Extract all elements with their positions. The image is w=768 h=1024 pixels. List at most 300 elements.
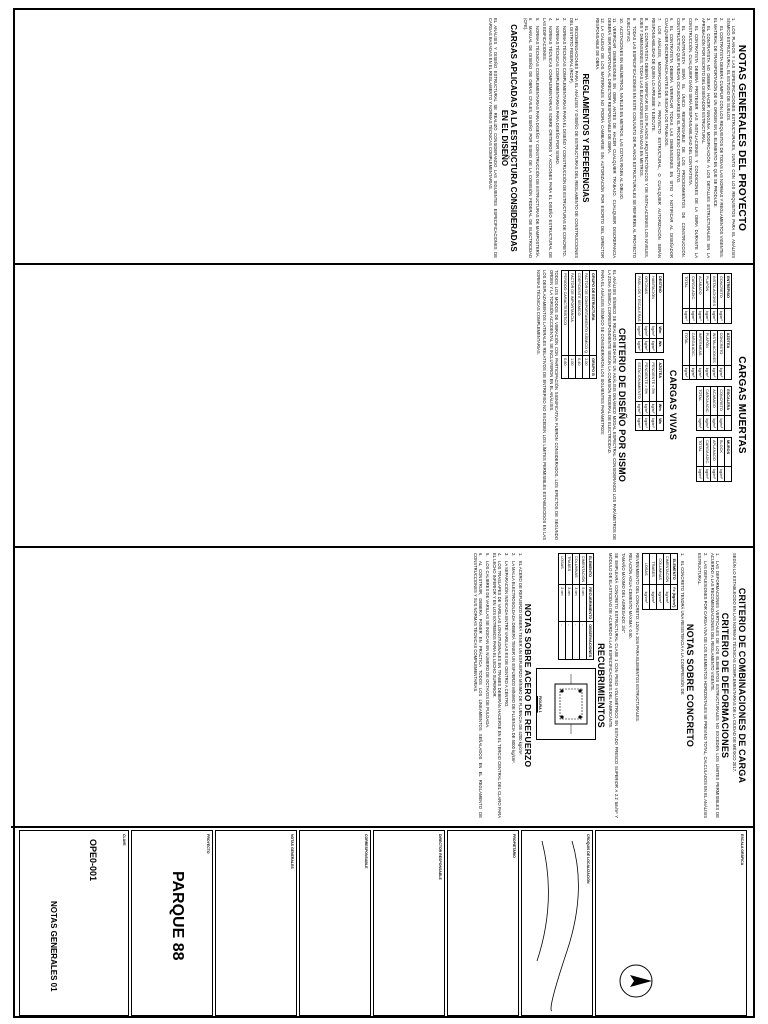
column-divider — [15, 546, 753, 548]
dead-loads-title: CARGAS MUERTAS — [736, 356, 747, 454]
table-row — [725, 387, 732, 431]
table-row — [704, 437, 711, 481]
table-row — [718, 330, 725, 380]
table-cell — [725, 467, 732, 482]
table-cell: kg/m² — [683, 309, 690, 324]
seismic-paragraph-4: LOS DESPLAZAMIENTOS LATERALES RELATIVOS DE ENTREPISO NO EXCEDEN LOS LÍMITES PERMISIBLES ESTABLECIDOS EN LAS NORMAS TÉCNICAS COMPLEMENTARIAS. — [536, 270, 547, 540]
table-cell: kg/m² — [690, 309, 697, 324]
table-row — [643, 274, 650, 353]
general-notes-title: NOTAS GENERALES DEL PROYECTO — [736, 44, 747, 232]
item-number: 3. — [554, 18, 560, 22]
table-row — [636, 360, 643, 430]
table-cell: IMPERMEAB. — [697, 330, 704, 365]
item-text: EL CONCRETO TENDRÁ UNA RESISTENCIA A LA COMPRESIÓN DE: — [680, 561, 686, 696]
table-cell: TRABES — [566, 554, 573, 585]
concrete-extra-note: RELACIÓN AGUA-CEMENTO MÁXIMA: 0.50. — [627, 553, 633, 639]
item-text: LOS ANÁLISIS, MODIFICACIONES AL PROYECTO ESTRUCTURAL, O CUALQUIER AUTORIZACIÓN SERÁN RESPONSABILIDAD DE QUIEN LO APRUEBE Y EJECUTE. — [651, 18, 662, 258]
table-row — [566, 554, 573, 660]
table-row — [711, 330, 718, 380]
table-cell: 0.40 — [576, 356, 583, 379]
live-load-table-box — [633, 273, 666, 353]
steel-note — [504, 553, 509, 818]
table-cell: kg/m² — [711, 365, 718, 380]
table-cell: kg/m² — [643, 324, 650, 339]
general-note — [700, 18, 711, 258]
item-number: 4. — [693, 18, 699, 22]
dead-load-table-box — [694, 437, 734, 482]
table-row — [697, 330, 704, 380]
table-row — [562, 271, 569, 379]
table-cell: PERIODO CARACTERÍSTICO — [562, 271, 569, 356]
rebar-section-icon — [547, 669, 595, 739]
table-cell: kg/m² — [711, 467, 718, 482]
item-text: EL CONTRATISTA NO DEBERÁ HACER NINGUNA MODIFICACIÓN A LOS DETALLES ESTRUCTURALES SIN LA APROBACIÓN POR ESCRITO DEL DISEÑADOR ESTRUCTURAL. — [700, 18, 712, 258]
table-row — [704, 274, 711, 324]
item-text: NORMAS TÉCNICAS COMPLEMENTARIAS SOBRE CRITERIOS Y ACCIONES PARA EL DISEÑO ESTRUCTURAL DE LAS EDIFICACIONES. — [542, 18, 553, 258]
title-block — [11, 826, 753, 1020]
item-number: 9. — [631, 18, 637, 22]
live-loads-tables — [631, 270, 668, 540]
table-cell: kg/m² — [650, 338, 657, 353]
table-cell: AZOTEA — [725, 330, 732, 365]
table-cell: CONCRETO — [718, 330, 725, 365]
general-note — [619, 18, 624, 258]
table-row — [650, 274, 657, 353]
item-text: VERIFICAR DIMENSIONES EN OBRA ANTES DE HACER CUALQUIER TRABAJO. CUALQUIER DISCREPANCIA DEBERÁ SER REPORTADA AL DIRECTOR RESPONSABLE DE OBRA. — [606, 18, 618, 258]
table-row — [725, 274, 732, 324]
table-cell: GRUPO DE ESTRUCTURA — [590, 271, 597, 356]
table-cell: kg/m² — [636, 401, 643, 416]
table-row — [711, 274, 718, 324]
covers-table — [556, 553, 596, 660]
general-note — [688, 18, 699, 258]
table-cell: Wm — [657, 324, 664, 339]
item-number: 5. — [681, 18, 687, 22]
table-cell: LOSAS — [642, 554, 649, 585]
item-text: LA CALIDAD DE LOS MATERIALES NO PODRÁ CAMBIARSE SIN AUTORIZACIÓN POR ESCRITO DEL DIRECTOR RESPONSABLE DE OBRA. — [594, 18, 605, 258]
item-text: LA MALLA ELECTROSOLDADA DEBERÁ TENER UN ESFUERZO MÍNIMO DE FLUENCIA DE 5000 kg/cm². — [511, 561, 517, 764]
table-cell: ENTREPISO — [725, 274, 732, 309]
item-number: 1. — [574, 18, 580, 22]
item-number: 3. — [706, 18, 712, 22]
table-cell: kg/m² — [643, 416, 650, 431]
general-note — [713, 18, 724, 258]
dead-load-table — [682, 273, 732, 324]
table-row — [580, 554, 587, 660]
reference-item — [568, 18, 579, 258]
table-cell: - — [559, 622, 566, 660]
director-box: DIRECTOR RESPONSABLE — [373, 830, 445, 1016]
table-cell: PLAFÓN — [704, 330, 711, 365]
general-notes-list — [594, 18, 736, 258]
table-cell: 2 cm — [559, 585, 566, 622]
table-cell: COEFICIENTE SÍSMICO — [576, 271, 583, 356]
table-cell: kg/m² — [718, 309, 725, 324]
table-row — [704, 387, 711, 431]
reference-item — [535, 18, 540, 258]
table-cell: COLUMNAS — [573, 554, 580, 585]
item-number: 11. — [612, 18, 618, 24]
table-cell: - — [573, 622, 580, 660]
column-criteria — [471, 553, 747, 818]
table-row — [576, 271, 583, 379]
figure-1-label: FIGURA 1 — [538, 695, 543, 713]
dead-load-table — [696, 437, 732, 482]
item-text: AL CONSTRUIR, DEBERÁ PONER EN PRÁCTICA TODOS LOS LINEAMIENTOS SEÑALADOS EN EL REGLAMENTO DE CONSTRUCCIONES Y SUS NORMAS TÉCNICAS COMPLEMENTARIAS. — [472, 553, 483, 818]
dead-load-table-box — [680, 330, 734, 381]
dead-load-table — [682, 330, 732, 381]
table-cell: f'c (kg/cm²) — [670, 585, 677, 610]
steel-note — [518, 553, 523, 818]
table-row — [690, 274, 697, 324]
live-loads-title: CARGAS VIVAS — [668, 369, 678, 441]
table-cell: HABITACIÓN — [650, 274, 657, 324]
north-arrow-icon — [600, 831, 746, 1015]
table-cell: LOSAS — [559, 554, 566, 585]
item-text: EL CONTRATISTA DEBERÁ VERIFICAR EN LOS PLANOS ARQUITECTÓNICOS Y DE INSTALACIONES LOS NIVELES, EJES Y DIMENSIONES. TODAS LAS ELEVACIONES ESTÁN DADAS EN METROS. — [638, 18, 650, 258]
seismic-parameters-table — [561, 270, 597, 379]
table-cell: - — [566, 622, 573, 660]
general-note — [663, 18, 674, 258]
table-cell: TOTAL — [697, 437, 704, 466]
column-divider — [15, 263, 753, 265]
seismic-parameters — [561, 270, 597, 540]
concrete-table — [642, 553, 678, 610]
table-row — [670, 554, 677, 610]
concrete-extra-note: SE EMPLEARÁ CONCRETO ESTRUCTURAL CLASE 1 CON PESO VOLUMÉTRICO EN ESTADO FRESCO SUPERIOR A 2.2 ton/m³ Y MÓDULO DE ELASTICIDAD DE ACUERDO A LAS ESPECIFICACIONES DEL FABRICANTE. — [608, 553, 619, 818]
table-cell: kg/m² — [711, 416, 718, 431]
table-cell: PASILLOS Y ESCALERAS — [636, 274, 643, 324]
table-cell: 3 cm — [573, 585, 580, 622]
concrete-extra-note: REVENIMIENTO DEL CONCRETO: 12cm ± 2cm PARA ELEMENTOS ESTRUCTURALES. — [634, 553, 640, 722]
table-cell: INSTALACIONES — [711, 274, 718, 309]
live-load-table — [635, 273, 664, 353]
concrete-notes-list — [680, 553, 685, 818]
table-row — [650, 360, 657, 430]
table-cell: kg/m² — [697, 467, 704, 482]
deformations-list — [697, 553, 720, 818]
co-responsible-box: CORRESPONSABLE — [299, 830, 371, 1016]
table-cell: PENDIENTE > 5% — [643, 360, 650, 401]
table-cell: kg/m² — [718, 416, 725, 431]
table-cell: Wm — [657, 401, 664, 416]
table-row — [683, 330, 690, 380]
table-row — [643, 360, 650, 430]
table-cell: - — [580, 622, 587, 660]
dead-load-table-box — [694, 386, 734, 431]
table-cell: 5 cm — [580, 585, 587, 622]
table-row — [657, 274, 664, 353]
table-row — [704, 330, 711, 380]
table-cell: APLANADO — [711, 437, 718, 466]
loads-text: EL ANÁLISIS Y DISEÑO ESTRUCTURAL SE REALIZÓ CONSIDERANDO LAS SIGUIENTES ESPECIFICACIONES DE CARGAS BASADAS EN EL REGLAMENTO Y NORMAS TÉCNICAS COMPLEMENTARIAS. — [488, 18, 499, 258]
general-note — [651, 18, 662, 258]
item-number: 2. — [511, 553, 517, 557]
concrete-notes-title: NOTAS SOBRE CONCRETO — [685, 623, 696, 748]
steel-note — [485, 553, 490, 818]
covers-table-grid — [558, 553, 594, 660]
item-number: 10. — [619, 18, 625, 24]
table-cell: MUROS — [725, 437, 732, 466]
table-row — [718, 387, 725, 431]
table-cell: kg/m² — [711, 309, 718, 324]
table-cell: kg/m² — [704, 467, 711, 482]
table-cell: CARGA ADIC. — [704, 437, 711, 466]
item-number: 1. — [518, 553, 524, 557]
reference-item — [523, 18, 534, 258]
table-row — [697, 274, 704, 324]
item-number: 6. — [668, 18, 674, 22]
general-notes-box: NOTAS GENERALES — [215, 830, 297, 1016]
table-cell: Wa — [657, 338, 664, 353]
table-cell: kg/cm² — [656, 585, 663, 610]
table-cell: CARGA ADIC. — [704, 387, 711, 416]
graphic-scale-box: ESCALA GRÁFICA — [595, 830, 747, 1016]
table-cell: FACTOR DE COMPORTAMIENTO SÍSMICO Q — [583, 271, 590, 356]
table-row — [718, 274, 725, 324]
item-text: NORMAS TÉCNICAS COMPLEMENTARIAS PARA EL DISEÑO Y CONSTRUCCIÓN DE ESTRUCTURAS DE CONCRETO. — [561, 26, 567, 257]
column-general-notes — [486, 18, 747, 258]
references-title: REGLAMENTOS Y REFERENCIAS — [581, 73, 591, 203]
combinations-title: CRITERIO DE COMBINACIONES DE CARGA — [737, 587, 747, 784]
seismic-paragraph-2: PARA EL ANÁLISIS SÍSMICO SE CONSIDERARON LOS SIGUIENTES PARÁMETROS: — [599, 270, 605, 436]
table-cell: TOTAL — [683, 274, 690, 309]
item-text: LOS CALIBRES DE VARILLAS SE INDICAN EN NÚMERO DE OCTAVOS DE PULGADA. — [484, 561, 490, 729]
dead-load-table — [696, 386, 732, 431]
steel-notes-title: NOTAS SOBRE ACERO DE REFUERZO — [523, 603, 534, 768]
steel-notes-list — [472, 553, 523, 818]
item-number: 1. — [731, 18, 736, 22]
table-cell: kg/m² — [643, 401, 650, 416]
general-note — [725, 18, 736, 258]
item-text: LAS DEFORMACIONES VERTICALES DE LOS ELEMENTOS ESTRUCTURALES NO EXCEDEN LOS LÍMITES PERMISIBLES DE ACUERDO A LAS RECOMENDACIONES DEL REGLAMENTO VIGENTE. — [709, 553, 720, 818]
item-number: 1. — [715, 553, 720, 557]
table-cell: ACABADO — [711, 387, 718, 416]
reference-item — [561, 18, 566, 258]
table-row — [711, 387, 718, 431]
table-cell: 0.60 — [562, 356, 569, 379]
item-text: NORMAS TÉCNICAS COMPLEMENTARIAS PARA DISEÑO POR SISMO. — [554, 26, 560, 165]
item-number: 8. — [644, 18, 650, 22]
table-cell — [725, 309, 732, 324]
table-cell: PENDIENTE < 5% — [650, 360, 657, 401]
table-cell: kg/m² — [704, 309, 711, 324]
table-cell — [725, 416, 732, 431]
table-cell: CARGA ADIC. — [690, 330, 697, 365]
general-note — [607, 18, 618, 258]
table-row — [559, 554, 566, 660]
location-sketch-box: CROQUIS DE LOCALIZACIÓN — [521, 830, 593, 1016]
live-load-table-box — [633, 359, 666, 430]
item-text: EL CONTRATISTA DEBERÁ PROTEGER LAS INSTALACIONES Y CONDICIONES DE LA OBRA DURANTE LA CONSTRUCCIÓN. CUALQUIER DAÑO SERÁ RESPONSABILIDAD DEL CONTRATISTA. — [688, 18, 699, 258]
table-cell: 1.00 — [569, 356, 576, 379]
table-row — [663, 554, 670, 610]
concrete-extra-notes — [608, 553, 640, 818]
table-cell: 3 cm — [566, 585, 573, 622]
references-list — [523, 18, 580, 258]
table-cell — [725, 365, 732, 380]
item-number: 3. — [504, 553, 510, 557]
table-cell: ELEMENTO — [587, 554, 594, 585]
table-cell: 2.00 — [583, 356, 590, 379]
rotated-plan — [13, 8, 755, 1018]
steel-note — [511, 553, 516, 818]
seismic-paragraph-1: EL ANÁLISIS SÍSMICO SE REALIZÓ MEDIANTE UN ANÁLISIS DINÁMICO MODAL ESPECTRAL CONSIDERANDO LOS PARÁMETROS DE LA ZONA SÍSMICA CORRESPONDIENTE SEGÚN LA COMISIÓN FEDERAL DE ELECTRICIDAD. — [606, 270, 617, 540]
table-cell: ESTACIONAMIENTO — [636, 360, 643, 401]
dead-loads-tables — [678, 270, 736, 540]
table-cell: CIMENTACIÓN — [580, 554, 587, 585]
item-text: ACOTACIONES EN MILÍMETROS, NIVELES EN METROS. LAS COTAS RIGEN AL DIBUJO. — [619, 26, 625, 200]
table-cell: kg/m² — [704, 365, 711, 380]
deformation-item — [709, 553, 720, 818]
location-map-icon — [526, 831, 592, 1015]
table-row — [573, 554, 580, 660]
table-cell: GRUPO B — [590, 356, 597, 379]
table-cell: TOTAL — [683, 330, 690, 365]
general-note — [626, 18, 637, 258]
item-number: 12. — [599, 18, 605, 24]
column-loads — [534, 270, 747, 540]
table-cell: INSTALACIONES — [711, 330, 718, 365]
item-number: 6. — [528, 18, 534, 22]
table-row — [583, 271, 590, 379]
item-number: 7. — [656, 18, 662, 22]
table-cell: DESTINO — [657, 274, 664, 324]
item-number: 2. — [702, 553, 708, 557]
table-cell: kg/m² — [636, 416, 643, 431]
deformation-item — [697, 553, 708, 818]
combinations-text: SEGÚN LO ESTABLECIDO EN LAS NORMAS TÉCNICAS COMPLEMENTARIAS DE LA CIUDAD DE MÉXICO 2017. — [732, 553, 737, 773]
seismic-title: CRITERIO DE DISEÑO POR SISMO — [617, 327, 627, 483]
sheet-name: NOTAS GENERALES 01 — [49, 901, 58, 992]
loads-title: CARGAS APLICADAS A LA ESTRUCTURA CONSIDERADAS EN EL DISEÑO — [500, 24, 519, 252]
table-row — [725, 437, 732, 481]
item-text: EL CONTRATISTA DEBERÁ CUMPLIR CON LOS REQUISITOS DE TODAS LAS NORMAS Y REGLAMENTOS VIGENTES. EL MATERIAL DE TRANSPORTACIÓN DE UN ORIGEN EN EL ELEMENTO EN QUE SE PRODUCE. — [713, 18, 724, 258]
figure-1-detail — [536, 668, 596, 740]
concrete-strength-table — [642, 553, 678, 818]
table-cell: RECUBRIMIENTO — [587, 585, 594, 622]
item-number: 1. — [680, 553, 686, 557]
table-cell: kg/m² — [718, 365, 725, 380]
table-row — [683, 274, 690, 324]
table-row — [656, 554, 663, 610]
table-cell: kg/m² — [697, 416, 704, 431]
table-cell: kg/cm² — [642, 585, 649, 610]
table-cell: Wa — [657, 416, 664, 431]
item-number: 2. — [561, 18, 567, 22]
table-cell: kg/m² — [690, 365, 697, 380]
item-text: RECOMENDACIONES PARA EL ANÁLISIS Y DISEÑO DE ESTRUCTURAS DEL REGLAMENTO DE CONSTRUCCIONES DEL DISTRITO FEDERAL (RCDF). — [568, 18, 580, 258]
item-number: 5. — [484, 553, 490, 557]
table-row — [690, 330, 697, 380]
table-cell: FACTOR DE IMPORTANCIA — [569, 271, 576, 356]
item-text: EL ACERO DE REFUERZO DEBERÁ TENER UN ESFUERZO MÍNIMO DE FLUENCIA DE 4200 kg/cm². — [518, 561, 524, 756]
table-cell: kg/m² — [636, 338, 643, 353]
table-cell: CIMENTACIÓN — [663, 554, 670, 585]
general-note — [638, 18, 649, 258]
table-cell: kg/m² — [650, 416, 657, 431]
table-cell: OFICINAS — [643, 274, 650, 324]
table-row — [587, 554, 594, 660]
item-number: 4. — [547, 18, 553, 22]
table-row — [569, 271, 576, 379]
item-text: LA SEPARACIÓN INDICADA ENTRE VARILLAS ES DE CENTRO A CENTRO. — [504, 561, 510, 708]
table-cell: OBSERVACIONES — [587, 622, 594, 660]
dead-load-table-box — [680, 273, 734, 324]
table-cell: AZOTEA — [657, 360, 664, 401]
table-row — [697, 387, 704, 431]
table-cell: ACABADO — [697, 274, 704, 309]
table-row — [642, 554, 649, 610]
item-text: MANUAL DE DISEÑO DE OBRAS CIVILES, DISEÑO POR SISMO DE LA COMISIÓN FEDERAL DE ELECTRICIDAD (CFE). — [522, 18, 534, 258]
item-text: LOS TRASLAPES DE VARILLAS LONGITUDINALES EN TRABES DEBERÁN HACERSE EN EL TERCIO CENTRAL DEL CLARO PARA EL LECHO INFERIOR Y EN LOS EXTREMOS PARA EL LECHO SUPERIOR. — [491, 553, 503, 818]
table-cell: CONCRETO — [718, 274, 725, 309]
table-cell: kg/m² — [697, 309, 704, 324]
reference-item — [542, 18, 553, 258]
table-row — [697, 437, 704, 481]
table-cell: kg/m² — [643, 338, 650, 353]
table-cell: kg/cm² — [649, 585, 656, 610]
project-box: PROYECTO PARQUE 88 — [131, 830, 213, 1016]
live-load-table — [635, 359, 664, 430]
steel-note — [492, 553, 503, 818]
table-row — [657, 360, 664, 430]
project-name: PARQUE 88 — [169, 871, 186, 961]
table-cell: BLOCK — [718, 437, 725, 466]
table-cell: kg/m² — [636, 324, 643, 339]
table-row — [636, 274, 643, 353]
item-text: EL CONTRATISTA SERÁ EL ÚNICO RESPONSABLE DE LOS PROCEDIMIENTOS DE CONSTRUCCIÓN. CONSTRUCTIVO QUE PUEDAN OCASIONARSE EN EL PROCESO CONSTRUCTIVO. — [675, 18, 687, 258]
seismic-paragraph-3: TODOS LOS MODOS DE VIBRACIÓN CON PARTICIPACIÓN SIGNIFICATIVA FUERON CONSIDERADOS. LOS EFECTOS DE SEGUNDO ORDEN Y LA TORSIÓN ACCIDENTAL SE INCLUYERON EN EL ANÁLISIS. — [548, 270, 560, 540]
table-cell: CONCRETO — [718, 387, 725, 416]
concrete-extra-note: TAMAÑO MÁXIMO DEL AGREGADO: 3/4". — [620, 553, 626, 634]
table-cell: kg/m² — [650, 401, 657, 416]
item-number: 5. — [535, 18, 541, 22]
table-row — [711, 437, 718, 481]
covers-title: RECUBRIMIENTOS — [596, 643, 607, 728]
table-cell: CARGA ADIC. — [690, 274, 697, 309]
item-text: LOS PLANOS Y LAS ESPECIFICACIONES ESTRUCTURALES, JUNTO CON LOS REQUISITOS PARA EL ANÁLISIS SÍSMICO ESTRUCTURAL, EL ESTUDIO DE SUELOS. — [725, 18, 736, 258]
item-number: 2. — [718, 18, 724, 22]
steel-note — [472, 553, 483, 818]
table-row — [718, 437, 725, 481]
table-cell: TOTAL — [697, 387, 704, 416]
item-text: LAS DEFLEXIONES POR CARGA VIVA DE LOS ELEMENTOS HORIZONTALES SE PREVINO TOTAL, CALCULADOS EN EL ANÁLISIS ESTRUCTURAL. — [697, 553, 708, 818]
table-cell: kg/m² — [718, 467, 725, 482]
owner-box: PROPIETARIO — [447, 830, 519, 1016]
table-row — [590, 271, 597, 379]
item-number: 4. — [497, 553, 503, 557]
table-cell: kg/m² — [697, 365, 704, 380]
sheet-key-box: CLAVE OPE0-001 NOTAS GENERALES 01 — [19, 830, 129, 1016]
item-number: 6. — [477, 553, 483, 557]
table-cell: kg/m² — [704, 416, 711, 431]
table-cell: kg/m² — [683, 365, 690, 380]
table-cell: kg/m² — [650, 324, 657, 339]
item-text: EL CONTRATISTA DEBERÁ VERIFICAR TODAS LAS DIMENSIONES EN SITIO Y NOTIFICAR AL DISEÑADOR CUALQUIER DISCREPANCIA ANTES DE INICIAR LOS TRABAJOS. — [663, 18, 674, 258]
table-cell: PLAFÓN — [704, 274, 711, 309]
item-text: TODAS LAS ESPECIFICACIONES EN ESTE CONJUNTO DE PLANOS ESTRUCTURALES SE REFIEREN AL PROYECTO EJECUTIVO. — [626, 18, 637, 258]
table-row — [649, 554, 656, 610]
general-note — [594, 18, 605, 258]
table-cell: ESCALERA — [725, 387, 732, 416]
table-cell: TRABES — [649, 554, 656, 585]
reference-item — [554, 18, 559, 258]
sheet-code: OPE0-001 — [88, 839, 98, 882]
general-note — [676, 18, 687, 258]
item-text: NORMAS TÉCNICAS COMPLEMENTARIAS PARA DISEÑO Y CONSTRUCCIÓN DE ESTRUCTURAS DE MAMPOSTERÍA. — [535, 26, 541, 258]
concrete-item — [680, 553, 685, 818]
